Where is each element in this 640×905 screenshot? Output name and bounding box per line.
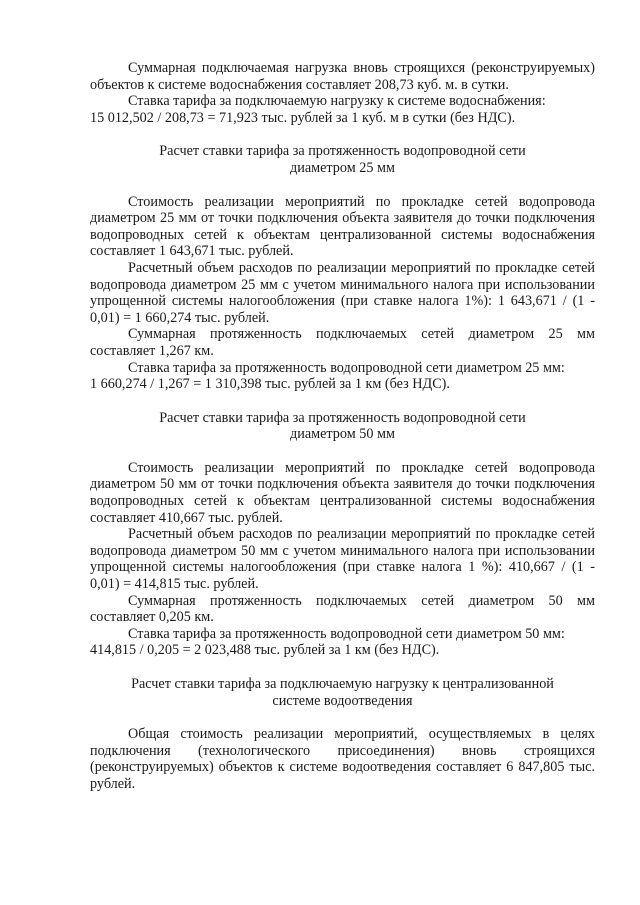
cost-paragraph-25mm: Стоимость реализации мероприятий по прокладке сетей водопровода диаметром 25 мм от точки подключения объекта заявителя до точки подключения водопроводных сетей к объектам централизованной системы водоснабжения составляет 1 643,671 тыс. рублей. <box>90 193 595 260</box>
section-heading-sewer <box>90 676 595 709</box>
length-paragraph-25mm: Суммарная протяженность подключаемых сетей диаметром 25 мм составляет 1,267 км. <box>90 326 595 359</box>
section-heading-25mm <box>90 143 595 176</box>
cost-paragraph-50mm: Стоимость реализации мероприятий по прокладке сетей водопровода диаметром 50 мм от точки подключения объекта заявителя до точки подключения водопроводных сетей к объектам централизованной системы водоснабжения составляет 410,667 тыс. рублей. <box>90 459 595 526</box>
rate-label-50mm: Ставка тарифа за протяженность водопроводной сети диаметром 50 мм: <box>128 625 565 642</box>
intro-rate-label: Ставка тарифа за подключаемую нагрузку к системе водоснабжения: <box>128 93 546 110</box>
section-heading-50mm <box>90 410 595 443</box>
rate-label-25mm: Ставка тарифа за протяженность водопроводной сети диаметром 25 мм: <box>128 359 565 376</box>
intro-rate-formula: 15 012,502 / 208,73 = 71,923 тыс. рублей за 1 куб. м в сутки (без НДС). <box>90 109 516 126</box>
expense-paragraph-50mm: Расчетный объем расходов по реализации мероприятий по прокладке сетей водопровода диаметром 50 мм с учетом минимального налога при использовании упрощенной системы налогообложения (при ставке налога 1 %): 410,667 / (1 - 0,01) = 414,815 тыс. рублей. <box>90 526 595 593</box>
document-page <box>90 60 595 793</box>
intro-load-paragraph: Суммарная подключаемая нагрузка вновь строящихся (реконструируемых) объектов к системе водоснабжения составляет 208,73 куб. м. в сутки. <box>90 60 595 93</box>
cost-paragraph-sewer: Общая стоимость реализации мероприятий, осуществляемых в целях подключения (технологического присоединения) вновь строящихся (реконструируемых) объектов к системе водоотведения составляет 6 847,805 тыс. рублей. <box>90 726 595 792</box>
heading-line: системе водоотведения <box>272 692 413 709</box>
heading-line: Расчет ставки тарифа за протяженность водопроводной сети <box>159 409 526 426</box>
heading-line: диаметром 25 мм <box>290 159 395 176</box>
expense-paragraph-25mm: Расчетный объем расходов по реализации мероприятий по прокладке сетей водопровода диаметром 25 мм с учетом минимального налога при использовании упрощенной системы налогообложения (при ставке налога 1%): 1 643,671 / (1 - 0,01) = 1 660,274 тыс. рублей. <box>90 259 595 326</box>
heading-line: диаметром 50 мм <box>290 426 395 443</box>
rate-formula-50mm: 414,815 / 0,205 = 2 023,488 тыс. рублей за 1 км (без НДС). <box>90 642 440 659</box>
rate-formula-25mm: 1 660,274 / 1,267 = 1 310,398 тыс. рублей за 1 км (без НДС). <box>90 376 450 393</box>
length-paragraph-50mm: Суммарная протяженность подключаемых сетей диаметром 50 мм составляет 0,205 км. <box>90 592 595 626</box>
heading-line: Расчет ставки тарифа за протяженность водопроводной сети <box>159 143 526 160</box>
heading-line: Расчет ставки тарифа за подключаемую нагрузку к централизованной <box>131 676 554 692</box>
